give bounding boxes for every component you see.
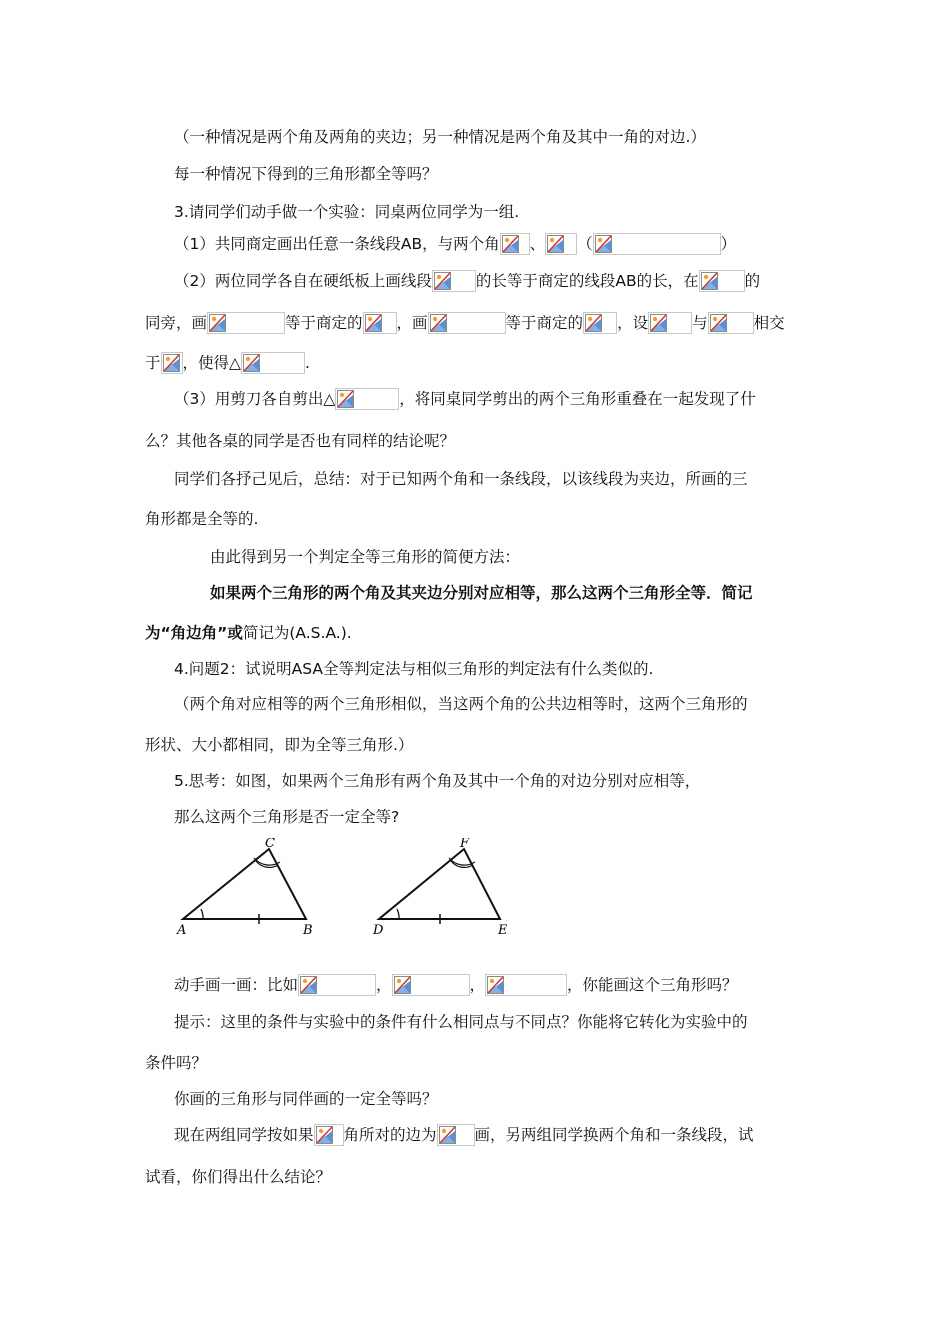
broken-image-icon [337,390,354,408]
formula-image-placeholder [207,312,285,334]
paragraph-partner-question: 你画的三角形与同伴画的一定全等吗？ [174,1090,438,1108]
broken-image-icon [209,314,226,332]
broken-image-icon [163,354,180,372]
paragraph-step-1 [174,233,736,255]
text-segment: 同旁，画 [145,314,208,332]
triangle-abc [176,838,313,938]
text-segment: 等于商定的 [285,314,363,332]
vertex-label-e: E [498,923,508,938]
paragraph-answer-2-cont: 形状、大小都相同，即为全等三角形.） [145,736,414,754]
triangle-def [372,838,508,938]
formula-image-placeholder [500,233,530,255]
text-segment: （3）用剪刀各自剪出△ [174,390,336,408]
paragraph-step-2-end [145,352,310,374]
paragraph-group-task [174,1124,754,1146]
formula-image-placeholder [593,233,721,255]
paragraph-step-3-cont: 么？其他各桌的同学是否也有同样的结论呢？ [145,432,456,450]
broken-image-icon [547,235,564,253]
formula-image-placeholder [314,1124,344,1146]
text-segment: （ [577,235,593,253]
broken-image-icon [243,354,260,372]
broken-image-icon [316,1126,333,1144]
text-segment: ） [720,235,737,253]
vertex-label-c: C [265,838,275,851]
paragraph-asa-theorem: 如果两个三角形的两个角及其夹边分别对应相等，那么这两个三角形全等．简记 [210,584,753,602]
text-segment: 简记为(A.S.A.). [242,624,352,642]
broken-image-icon [650,314,667,332]
paragraph-draw [174,974,738,996]
text-segment: 与 [692,314,708,332]
formula-image-placeholder [241,352,305,374]
text-segment: ，设 [617,314,649,332]
formula-image-placeholder [428,312,506,334]
text-segment: （2）两位同学各自在硬纸板上画线段 [174,272,432,290]
formula-image-placeholder [708,312,754,334]
broken-image-icon [487,976,504,994]
formula-image-placeholder [648,312,692,334]
formula-image-placeholder [392,974,470,996]
broken-image-icon [365,314,382,332]
formula-image-placeholder [161,352,183,374]
formula-image-placeholder [363,312,397,334]
formula-image-placeholder [335,388,399,410]
broken-image-icon [595,235,612,253]
broken-image-icon [710,314,727,332]
text-segment: ， [376,976,392,994]
vertex-label-b: B [303,923,313,938]
broken-image-icon [585,314,602,332]
broken-image-icon [434,272,451,290]
vertex-label-f: F [460,838,470,851]
paragraph-method-intro: 由此得到另一个判定全等三角形的简便方法： [210,548,521,566]
text-segment: ， [469,976,486,994]
paragraph-think: 5.思考：如图，如果两个三角形有两个角及其中一个角的对边分别对应相等， [174,772,701,790]
formula-image-placeholder [298,974,376,996]
vertex-label-a: A [177,923,187,938]
text-segment: ，使得△ [182,354,241,372]
text-segment: 的长等于商定的线段AB的长，在 [475,272,699,290]
text-segment: 、 [529,235,546,253]
broken-image-icon [300,976,317,994]
text-segment: 相交 [753,314,785,332]
text-segment: ，画 [396,314,428,332]
triangles-figure [174,838,514,942]
text-segment: 现在两组同学按如果 [174,1126,314,1144]
text-segment: 于 [145,354,161,372]
formula-image-placeholder [437,1124,475,1146]
formula-image-placeholder [485,974,567,996]
paragraph-question-congruent: 每一种情况下得到的三角形都全等吗？ [174,165,438,183]
formula-image-placeholder [432,270,476,292]
broken-image-icon [502,235,519,253]
paragraph-group-task-cont: 试看，你们得出什么结论？ [145,1168,332,1186]
paragraph-question-2: 4.问题2：试说明ASA全等判定法与相似三角形的判定法有什么类似的. [174,660,654,678]
text-segment-bold: 为“角边角”或 [145,624,243,642]
paragraph-step-2 [174,270,760,292]
paragraph-hint: 提示：这里的条件与实验中的条件有什么相同点与不同点？你能将它转化为实验中的 [174,1013,748,1031]
text-segment: 角所对的边为 [343,1126,437,1144]
text-segment: 画，另两组同学换两个角和一条线段，试 [474,1126,754,1144]
paragraph-experiment-intro: 3.请同学们动手做一个实验：同桌两位同学为一组. [174,203,520,221]
formula-image-placeholder [545,233,577,255]
paragraph-asa-abbrev [145,623,352,643]
paragraph-hint-cont: 条件吗？ [145,1054,208,1072]
paragraph-summary: 同学们各抒己见后，总结：对于已知两个角和一条线段，以该线段为夹边，所画的三 [174,470,748,488]
broken-image-icon [430,314,447,332]
broken-image-icon [701,272,718,290]
paragraph-note-two-cases: （一种情况是两个角及两角的夹边；另一种情况是两个角及其中一角的对边.） [174,128,706,146]
paragraph-step-3 [174,388,756,410]
formula-image-placeholder [583,312,617,334]
text-segment: ，你能画这个三角形吗？ [567,976,738,994]
formula-image-placeholder [699,270,745,292]
text-segment: （1）共同商定画出任意一条线段AB，与两个角 [174,235,500,253]
paragraph-think-cont: 那么这两个三角形是否一定全等? [174,808,400,826]
vertex-label-d: D [373,923,384,938]
text-segment: 的 [744,272,761,290]
paragraph-summary-cont: 角形都是全等的. [145,510,259,528]
paragraph-answer-2: （两个角对应相等的两个三角形相似，当这两个角的公共边相等时，这两个三角形的 [174,695,748,713]
text-segment: . [304,354,310,372]
broken-image-icon [439,1126,456,1144]
broken-image-icon [394,976,411,994]
text-segment: ，将同桌同学剪出的两个三角形重叠在一起发现了什 [399,390,756,408]
paragraph-step-2-cont [145,312,785,334]
text-segment: 等于商定的 [505,314,584,332]
text-segment: 动手画一画：比如 [174,976,299,994]
